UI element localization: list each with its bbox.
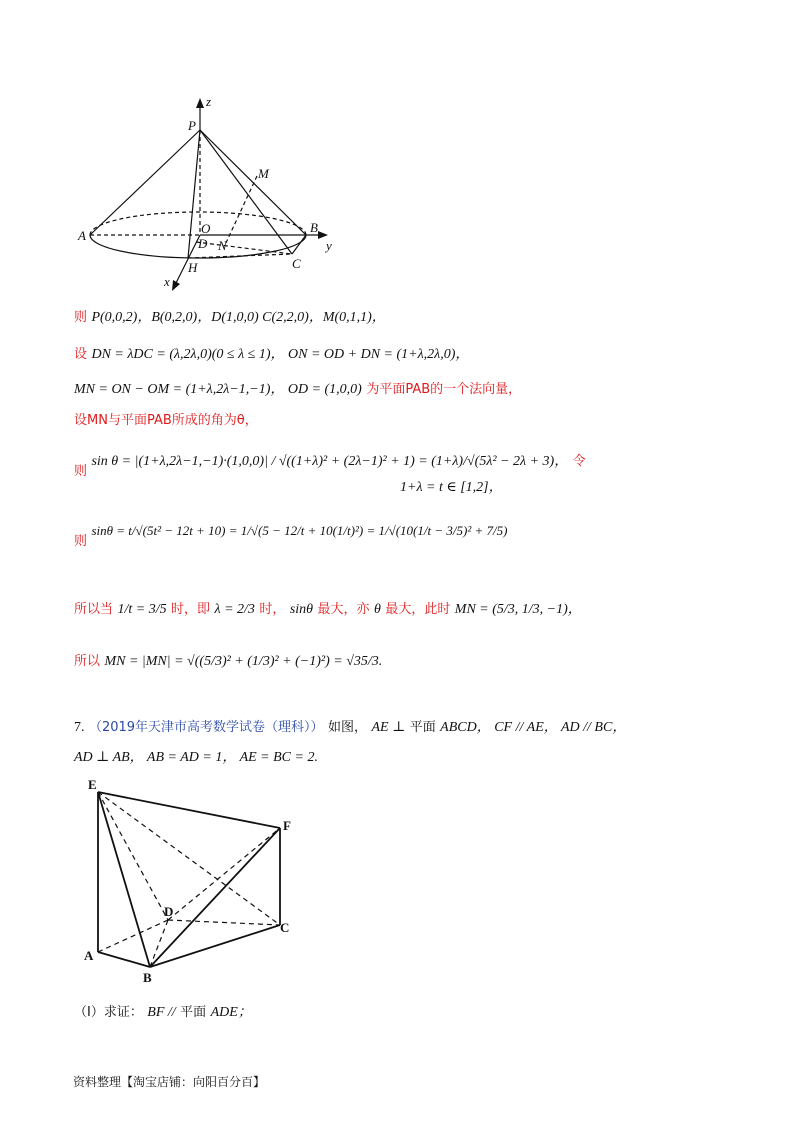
label-B: B — [310, 220, 318, 235]
label-H: H — [188, 260, 198, 275]
label-P: P — [188, 118, 196, 133]
solution-line-5-sub: 1+λ = t ∈ [1,2]， — [400, 480, 503, 495]
problem-7-line-1: 7. （2019年天津市高考数学试卷（理科）） 如图， AE ⊥ 平面 ABCD， CF // AE， AD // BC， — [74, 720, 627, 735]
label-y: y — [326, 238, 332, 253]
label-N: N — [218, 238, 227, 253]
label-M: M — [258, 166, 269, 181]
label-O: O — [201, 221, 211, 236]
solution-line-5: 则 sin θ = |(1+λ,2λ−1,−1)·(1,0,0)| / √((1+λ)² + (2λ−1)² + 1) = (1+λ)/√(5λ² − 2λ + 3)， 令 — [74, 454, 586, 479]
ellipse-back-dashed — [90, 212, 306, 235]
label-z: z — [206, 94, 212, 109]
solution-line-2: 设 DN = λDC = (λ,2λ,0)(0 ≤ λ ≤ 1)， ON = OD + DN = (1+λ,2λ,0)， — [74, 347, 470, 362]
label-C2: C — [280, 920, 290, 935]
cone-figure — [60, 90, 360, 295]
label-B2: B — [143, 970, 152, 985]
solution-line-7: 所以当 1/t = 3/5 时，即 λ = 2/3 时， sinθ 最大，亦 θ 最大，此时 MN = (5/3, 1/3, −1)， — [74, 602, 582, 617]
solution-line-6: 则 sinθ = t/√(5t² − 12t + 10) = 1/√(5 − 12/t + 10(1/t)²) = 1/√(10(1/t − 3/5)² + 7/5) — [74, 523, 508, 549]
solution-line-3: MN = ON − OM = (1+λ,2λ−1,−1)， OD = (1,0,0) 为平面PAB的一个法向量， — [74, 382, 522, 397]
solution-line-4: 设MN与平面PAB所成的角为θ， — [74, 413, 258, 428]
label-C: C — [292, 256, 301, 271]
solution-line-1: 则 P(0,0,2)，B(0,2,0)，D(1,0,0) C(2,2,0)，M(0,1,1)， — [74, 310, 386, 325]
solid-figure — [80, 775, 310, 1000]
label-x: x — [164, 274, 170, 289]
label-A2: A — [84, 948, 94, 963]
label-E: E — [88, 777, 97, 792]
label-F: F — [283, 818, 291, 833]
label-D2: D — [164, 904, 174, 919]
label-A: A — [78, 228, 86, 243]
part-1-question: （Ⅰ）求证： BF // 平面 ADE； — [74, 1005, 252, 1020]
footer-note: 资料整理【淘宝店铺：向阳百分百】 — [73, 1075, 266, 1089]
solution-line-8: 所以 MN = |MN| = √((5/3)² + (1/3)² + (−1)²) = √35/3. — [74, 654, 383, 669]
problem-7-line-2: AD ⊥ AB， AB = AD = 1， AE = BC = 2. — [74, 750, 318, 765]
label-D: D — [198, 236, 208, 251]
